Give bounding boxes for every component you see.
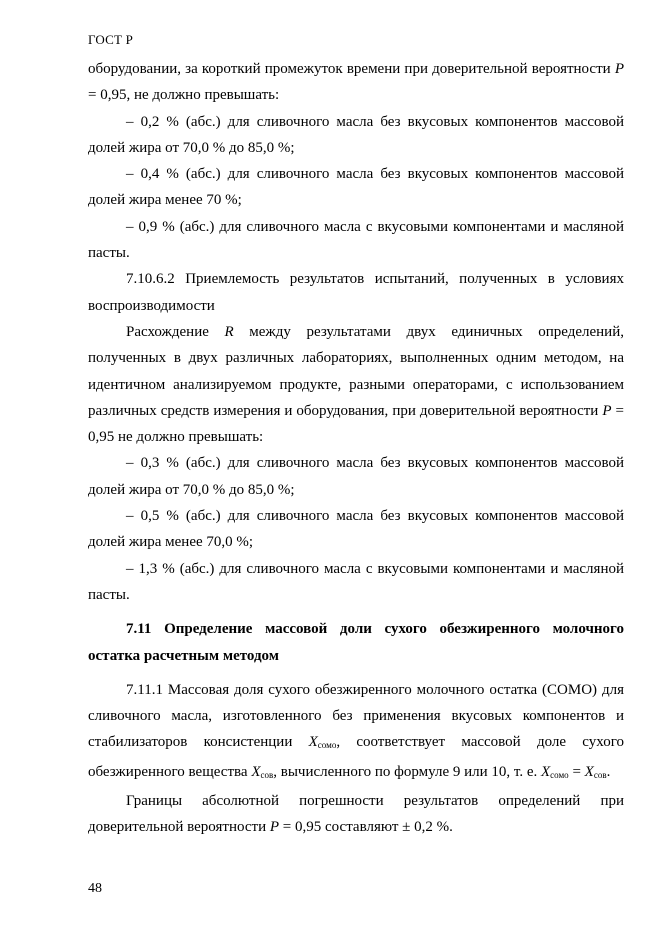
page-header: ГОСТ Р bbox=[88, 32, 134, 47]
text: между результатами двух единичных определений, полученных в двух различных лабораториях, выполненных одним методом, на идентичном анализируемом продукте, разными операторами, с использованием различных средств измерения и оборудования, при доверительной вероятности bbox=[88, 323, 624, 419]
text: . bbox=[606, 763, 611, 780]
subscript: сомо bbox=[550, 769, 569, 780]
list-item: – 0,4 % (абс.) для сливочного масла без вкусовых компонентов массовой долей жира менее 70 %; bbox=[88, 166, 624, 209]
text: Границы абсолютной погрешности результатов определений при доверительной вероятности bbox=[88, 793, 624, 836]
page-number: 48 bbox=[88, 881, 102, 896]
variable: P bbox=[269, 819, 280, 836]
text: = 0,95 составляют ± 0,2 %. bbox=[279, 819, 453, 836]
paragraph bbox=[88, 677, 624, 788]
variable: P bbox=[602, 402, 612, 419]
variable: X bbox=[251, 763, 261, 780]
subscript: сомо bbox=[317, 740, 337, 751]
text: = bbox=[568, 763, 585, 780]
text: = 0,95, не должно превышать: bbox=[88, 87, 280, 104]
variable: X bbox=[540, 763, 551, 780]
text: , соответствует массовой доле сухого обезжиренного вещества bbox=[88, 734, 624, 780]
paragraph bbox=[88, 319, 624, 450]
text: Расхождение bbox=[126, 323, 225, 340]
paragraph-continuation bbox=[88, 56, 624, 109]
variable: X bbox=[308, 734, 318, 751]
subscript: сов bbox=[593, 769, 607, 780]
list-item: – 0,9 % (абс.) для сливочного масла с вкусовыми компонентами и масляной пасты. bbox=[88, 218, 624, 262]
text: , вычисленного по формуле 9 или 10, т. е. bbox=[273, 763, 541, 780]
variable: R bbox=[224, 323, 234, 340]
list-item: – 0,3 % (абс.) для сливочного масла без вкусовых компонентов массовой долей жира от 70,0 % до 85,0 %; bbox=[88, 455, 624, 498]
list-item: – 0,2 % (абс.) для сливочного масла без вкусовых компонентов массовой долей жира от 70,0 % до 85,0 %; bbox=[88, 113, 624, 156]
text: = 0,95 не должно превышать: bbox=[88, 402, 625, 446]
section-title: 7.10.6.2 Приемлемость результатов испытаний, полученных в условиях воспроизводимости bbox=[88, 271, 624, 314]
variable: X bbox=[584, 763, 594, 780]
page-content bbox=[88, 56, 624, 841]
list-item: – 1,3 % (абс.) для сливочного масла с вкусовыми компонентами и масляной пасты. bbox=[88, 560, 624, 603]
paragraph bbox=[88, 788, 624, 841]
subscript: сов bbox=[260, 769, 274, 780]
section-heading: 7.11 Определение массовой доли сухого обезжиренного молочного остатка расчетным методом bbox=[88, 621, 624, 664]
text: оборудовании, за короткий промежуток времени при доверительной вероятности bbox=[88, 61, 611, 77]
variable: P bbox=[614, 61, 624, 77]
text: 7.11.1 Массовая доля сухого обезжиренного молочного остатка (СОМО) для сливочного масла, изготовленного без применения вкусовых компонентов и стабилизаторов консистенции bbox=[88, 681, 624, 751]
list-item: – 0,5 % (абс.) для сливочного масла без вкусовых компонентов массовой долей жира менее 70,0 %; bbox=[88, 508, 624, 551]
